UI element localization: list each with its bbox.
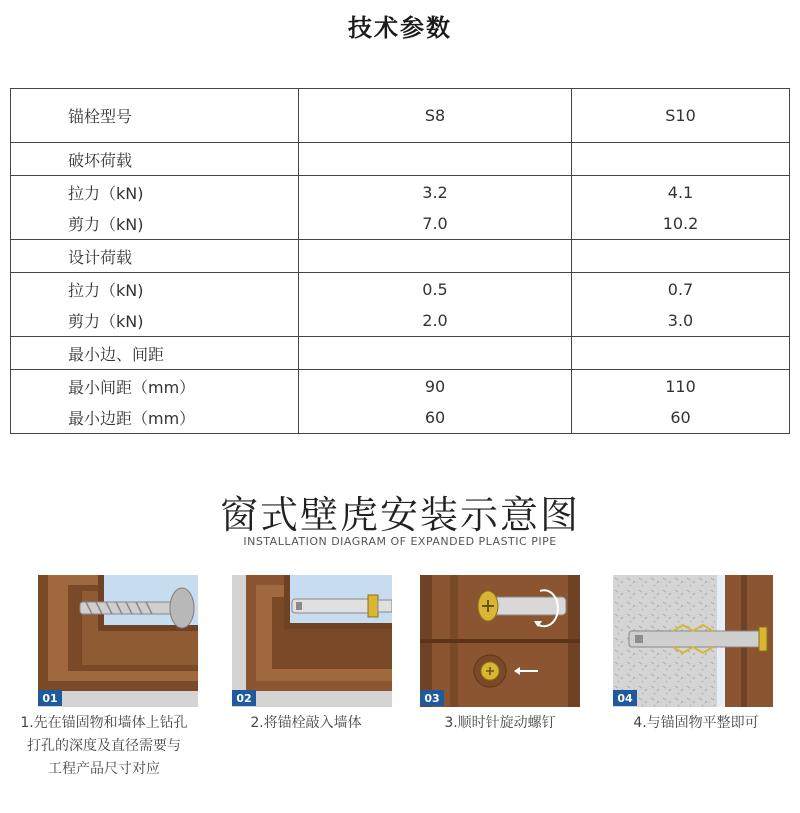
- step-3-illustration: [420, 575, 580, 707]
- row-label: 最小边距（mm）: [11, 402, 299, 434]
- step-2-badge-text: 02: [236, 692, 252, 705]
- row-label: 剪力（kN): [11, 208, 299, 240]
- table-row: [11, 208, 790, 240]
- row-s8-value: 2.0: [299, 305, 572, 337]
- step-3-caption: [400, 712, 600, 735]
- step-4-badge-text: 04: [617, 692, 633, 705]
- header-model-label: 锚栓型号: [11, 89, 299, 143]
- section-row: [11, 143, 790, 176]
- step-1-illustration: [38, 575, 198, 707]
- header-s10: S10: [572, 89, 790, 143]
- caption-line: 打孔的深度及直径需要与: [27, 738, 181, 754]
- section-title: 设计荷载: [11, 240, 299, 273]
- flush-screw-head: [759, 627, 767, 651]
- step-1-badge-text: 01: [42, 692, 58, 705]
- row-s10-value: 0.7: [572, 273, 790, 306]
- step-4-illustration: [613, 575, 773, 707]
- row-s8-value: 60: [299, 402, 572, 434]
- step-2-illustration: [232, 575, 392, 707]
- row-s10-value: 4.1: [572, 176, 790, 209]
- step-4-caption: [596, 712, 796, 735]
- spec-header-row: [11, 89, 790, 143]
- diagram-title: 窗式壁虎安装示意图: [219, 493, 580, 537]
- screw-body: [490, 597, 566, 615]
- step-1-caption: [4, 712, 204, 781]
- row-s10-value: 60: [572, 402, 790, 434]
- row-s8-value: 7.0: [299, 208, 572, 240]
- row-label: 剪力（kN): [11, 305, 299, 337]
- caption-line: 工程产品尺寸对应: [48, 761, 160, 777]
- drill-chuck: [170, 588, 194, 628]
- row-s10-value: 3.0: [572, 305, 790, 337]
- caption-line: 2.将锚栓敲入墙体: [250, 715, 362, 731]
- row-label: 拉力（kN): [68, 183, 144, 203]
- installed-anchor: [629, 631, 763, 647]
- spec-title: 技术参数: [348, 14, 452, 42]
- section-title: 最小边、间距: [11, 337, 299, 370]
- section-row: [11, 240, 790, 273]
- diagram-subtitle: INSTALLATION DIAGRAM OF EXPANDED PLASTIC PIPE: [243, 535, 557, 548]
- section-title: 破坏荷载: [11, 143, 299, 176]
- anchor-sleeve: [292, 599, 372, 613]
- caption-line: 1.先在锚固物和墙体上钻孔: [20, 715, 188, 731]
- caption-line: 4.与锚固物平整即可: [633, 715, 759, 731]
- table-row: [11, 370, 790, 403]
- row-s8-value: 90: [299, 370, 572, 403]
- step-2-caption: [206, 712, 406, 735]
- step-3-badge-text: 03: [424, 692, 440, 705]
- caption-line: 3.顺时针旋动螺钉: [444, 715, 556, 731]
- table-row: [11, 402, 790, 434]
- row-s10-value: 10.2: [572, 208, 790, 240]
- table-row: [11, 305, 790, 337]
- table-row: [11, 273, 790, 306]
- spec-table: [10, 88, 790, 434]
- row-label: 最小间距（mm）: [68, 377, 196, 397]
- anchor-screw-head: [368, 595, 378, 617]
- row-s8-value: 3.2: [299, 176, 572, 209]
- table-row: [11, 176, 790, 209]
- row-label: 拉力（kN): [68, 280, 144, 300]
- row-s10-value: 110: [572, 370, 790, 403]
- section-row: [11, 337, 790, 370]
- row-s8-value: 0.5: [299, 273, 572, 306]
- header-s8: S8: [299, 89, 572, 143]
